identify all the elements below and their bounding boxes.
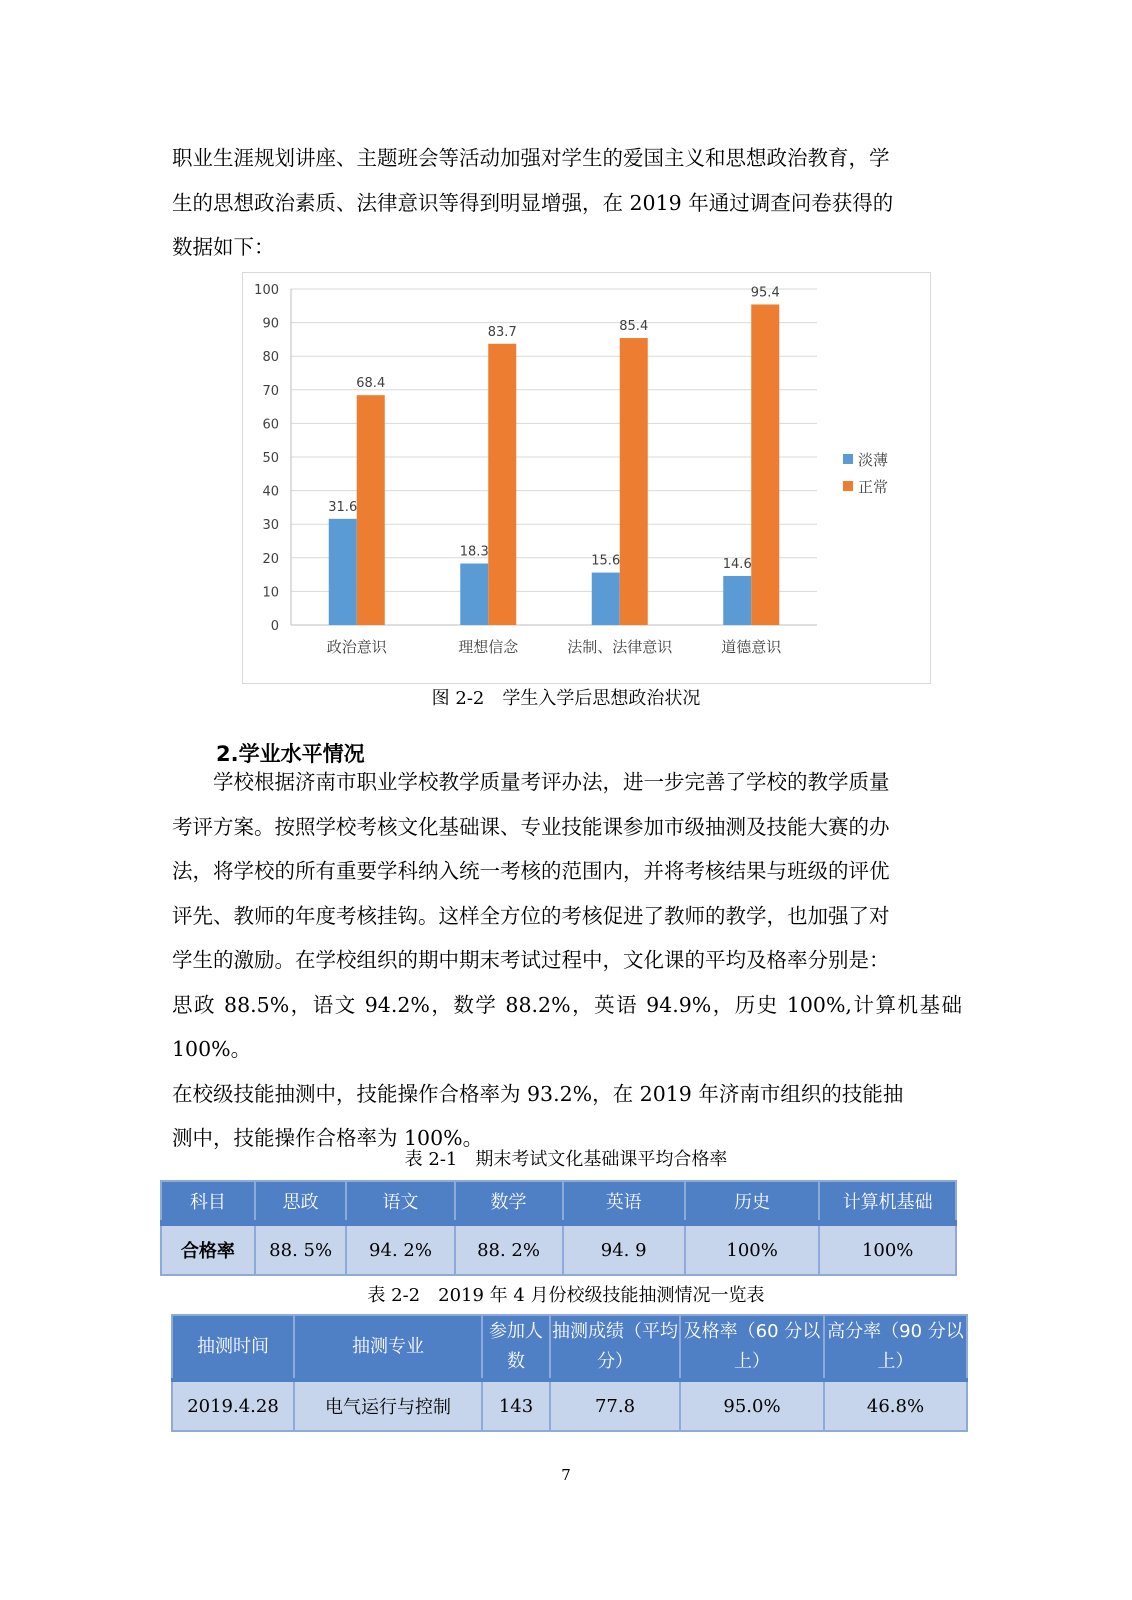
- table2-cell: 2019.4.28: [172, 1380, 294, 1431]
- bar-weak: [723, 576, 751, 625]
- table1-header-row: [161, 1181, 956, 1223]
- figure-caption: 图 2-2 学生入学后思想政治状况: [431, 688, 701, 709]
- table2-header-row: [172, 1315, 967, 1380]
- y-tick-label: 50: [262, 451, 279, 466]
- table1-header-cell: 语文: [346, 1181, 454, 1223]
- body-line: 评先、教师的年度考核挂钩。这样全方位的考核促进了教师的教学，也加强了对: [172, 903, 890, 928]
- bar-weak: [460, 564, 488, 625]
- bar-normal: [751, 304, 779, 625]
- category-label: 法制、法律意识: [567, 638, 673, 656]
- body-line: 考评方案。按照学校考核文化基础课、专业技能课参加市级抽测及技能大赛的办: [172, 814, 890, 839]
- table1-cell: 94. 9: [563, 1223, 685, 1275]
- bar-weak: [592, 573, 620, 625]
- legend-label: 淡薄: [858, 451, 889, 469]
- table2-header-cell: 抽测时间: [172, 1315, 294, 1380]
- bar-chart-svg: [243, 273, 932, 685]
- bar-normal: [488, 344, 516, 625]
- body-line: 测中，技能操作合格率为 100%。: [172, 1126, 484, 1150]
- table1-cell: 88. 2%: [455, 1223, 563, 1275]
- table1-header-cell: 思政: [255, 1181, 347, 1223]
- y-tick-label: 10: [262, 585, 279, 601]
- table2-header-cell: 参加人数: [482, 1315, 550, 1380]
- y-tick-label: 100: [254, 283, 279, 298]
- table2-header-cell: 抽测专业: [294, 1315, 482, 1380]
- table2-caption: 表 2-2 2019 年 4 月份校级技能抽测情况一览表: [367, 1285, 765, 1306]
- table1-header-cell: 计算机基础: [819, 1181, 956, 1223]
- table2-header-cell: 高分率（90 分以上）: [824, 1315, 967, 1380]
- category-label: 政治意识: [326, 638, 387, 656]
- y-tick-label: 20: [262, 551, 279, 567]
- category-label: 道德意识: [721, 638, 782, 656]
- legend-label: 正常: [858, 478, 889, 496]
- table1-header-cell: 英语: [563, 1181, 685, 1223]
- y-tick-label: 70: [262, 383, 279, 399]
- data-label: 85.4: [619, 319, 649, 335]
- y-tick-label: 30: [262, 518, 279, 534]
- data-label: 14.6: [722, 556, 752, 572]
- table2-row: [172, 1380, 967, 1431]
- table1: [160, 1180, 957, 1276]
- body-line: 思政 88.5%，语文 94.2%，数学 88.2%，英语 94.9%，历史 100%,计算机基础 100%。: [172, 992, 962, 1061]
- table2-cell: 77.8: [550, 1380, 680, 1431]
- intro-line: 生的思想政治素质、法律意识等得到明显增强，在 2019 年通过调查问卷获得的: [172, 190, 894, 215]
- category-label: 理想信念: [458, 638, 519, 656]
- table2-header-cell: 及格率（60 分以上）: [680, 1315, 824, 1380]
- bar-normal: [357, 395, 385, 625]
- table1-header-cell: 科目: [161, 1181, 255, 1223]
- table1-cell: 100%: [685, 1223, 820, 1275]
- table2-cell: 143: [482, 1380, 550, 1431]
- table2-cell: 95.0%: [680, 1380, 824, 1431]
- page-number: 7: [561, 1466, 571, 1484]
- data-label: 18.3: [459, 544, 489, 560]
- bar-normal: [620, 338, 648, 625]
- intro-line: 数据如下：: [172, 235, 275, 259]
- y-tick-label: 40: [262, 484, 279, 500]
- y-tick-label: 60: [262, 417, 279, 433]
- body-paragraph: [172, 760, 962, 1161]
- table1-caption: 表 2-1 期末考试文化基础课平均合格率: [404, 1149, 728, 1170]
- table1-header-cell: 数学: [455, 1181, 563, 1223]
- body-line: 学生的激励。在学校组织的期中期末考试过程中，文化课的平均及格率分别是：: [172, 948, 890, 972]
- table1-cell: 100%: [819, 1223, 956, 1275]
- table2-cell: 46.8%: [824, 1380, 967, 1431]
- y-tick-label: 90: [262, 316, 279, 332]
- data-label: 15.6: [591, 553, 621, 569]
- data-label: 68.4: [356, 376, 386, 392]
- table1-cell: 94. 2%: [346, 1223, 454, 1275]
- bar-weak: [329, 519, 357, 625]
- table2-header-cell: 抽测成绩（平均分）: [550, 1315, 680, 1380]
- intro-paragraph: [172, 136, 962, 270]
- table1-header-cell: 历史: [685, 1181, 820, 1223]
- body-line: 学校根据济南市职业学校教学质量考评办法，进一步完善了学校的教学质量: [213, 770, 890, 794]
- body-line: 法，将学校的所有重要学科纳入统一考核的范围内，并将考核结果与班级的评优: [172, 859, 890, 883]
- y-tick-label: 80: [262, 350, 279, 366]
- data-label: 95.4: [750, 285, 780, 301]
- intro-line: 职业生涯规划讲座、主题班会等活动加强对学生的爱国主义和思想政治教育，学: [172, 146, 890, 170]
- table2-cell: 电气运行与控制: [294, 1380, 482, 1431]
- legend-swatch: [843, 481, 853, 491]
- data-label: 31.6: [328, 499, 358, 515]
- y-tick-label: 0: [270, 619, 279, 634]
- table1-cell: 合格率: [161, 1223, 255, 1275]
- body-line: 在校级技能抽测中，技能操作合格率为 93.2%，在 2019 年济南市组织的技能抽: [172, 1081, 904, 1106]
- legend-swatch: [843, 454, 853, 464]
- table2: [171, 1314, 968, 1432]
- bar-chart: [242, 272, 931, 684]
- section-heading: 2.学业水平情况: [216, 742, 365, 766]
- data-label: 83.7: [487, 324, 517, 340]
- table1-row: [161, 1223, 956, 1275]
- table1-cell: 88. 5%: [255, 1223, 347, 1275]
